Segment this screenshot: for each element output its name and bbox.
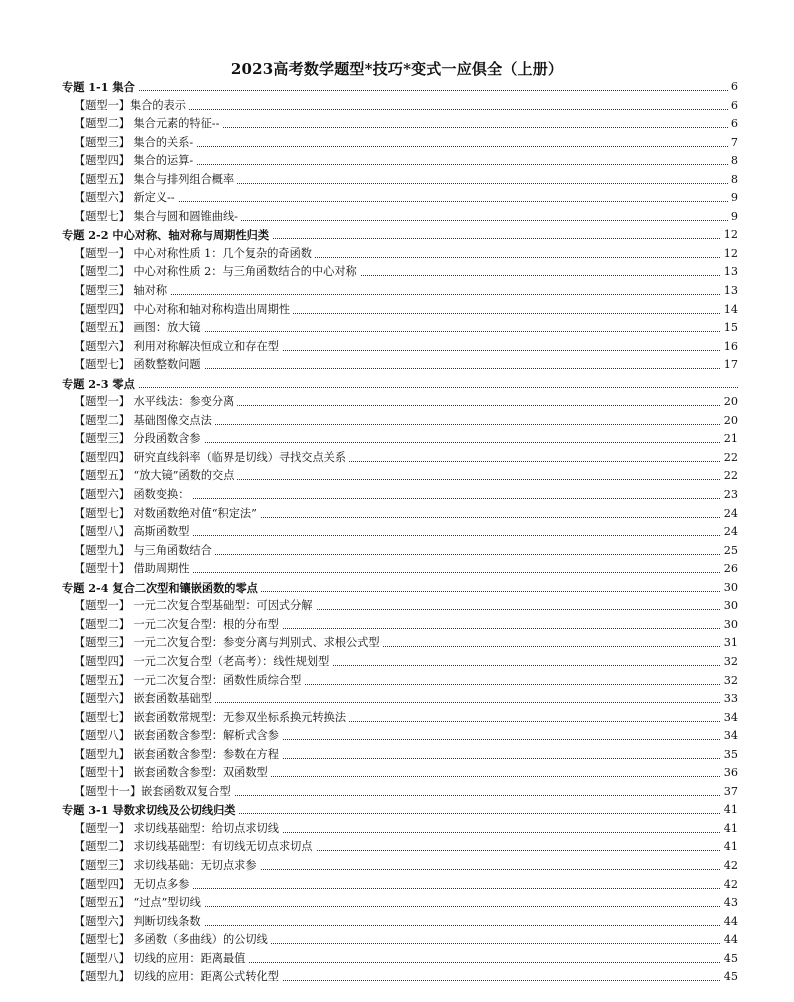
toc-page-number: 20 — [721, 412, 738, 431]
toc-entry-label: 【题型五】 集合与排列组合概率 — [74, 171, 237, 190]
toc-section[interactable] — [62, 579, 738, 598]
toc-page-number: 9 — [728, 208, 738, 227]
toc-page-number: 13 — [721, 282, 738, 301]
toc-entry-label: 【题型十】 借助周期性 — [74, 560, 192, 579]
toc-page-number: 44 — [721, 913, 738, 932]
toc-entry-label: 【题型七】 多函数（多曲线）的公切线 — [74, 931, 271, 950]
toc-entry[interactable] — [62, 653, 738, 672]
toc-page-number: 6 — [728, 78, 738, 97]
toc-entry[interactable] — [62, 764, 738, 783]
toc-entry[interactable] — [62, 115, 738, 134]
toc-entry[interactable] — [62, 727, 738, 746]
toc-entry-label: 【题型四】 一元二次复合型（老高考）：线性规划型 — [74, 653, 332, 672]
toc-entry-label: 【题型八】 切线的应用：距离最值 — [74, 950, 248, 969]
toc-section[interactable] — [62, 78, 738, 97]
toc-entry[interactable] — [62, 894, 738, 913]
toc-page-number: 14 — [721, 301, 738, 320]
toc-page-number: 8 — [728, 171, 738, 190]
toc-entry[interactable] — [62, 913, 738, 932]
toc-page-number: 6 — [728, 97, 738, 116]
toc-page-number: 31 — [721, 634, 738, 653]
toc-page-number: 41 — [721, 820, 738, 839]
toc-entry[interactable] — [62, 356, 738, 375]
toc-page-number: 17 — [721, 356, 738, 375]
toc-entry-label: 专题 1-1 集合 — [62, 78, 138, 97]
toc-page-number: 8 — [728, 152, 738, 171]
toc-entry[interactable] — [62, 486, 738, 505]
toc-page-number: 21 — [721, 430, 738, 449]
dot-leader — [62, 90, 738, 91]
toc-page-number: 7 — [728, 134, 738, 153]
toc-entry-label: 【题型五】 一元二次复合型：函数性质综合型 — [74, 672, 304, 691]
toc-page-number: 22 — [721, 467, 738, 486]
toc-entry[interactable] — [62, 876, 738, 895]
toc-entry-label: 【题型六】 函数变换： — [74, 486, 192, 505]
toc-entry[interactable] — [62, 301, 738, 320]
toc-entry-label: 【题型二】 求切线基础型：有切线无切点求切点 — [74, 838, 316, 857]
toc-section[interactable] — [62, 375, 738, 394]
toc-page-number: 34 — [721, 709, 738, 728]
toc-page-number: 34 — [721, 727, 738, 746]
document-title: 2023高考数学题型*技巧*变式一应俱全（上册） — [230, 60, 564, 78]
toc-entry[interactable] — [62, 449, 738, 468]
toc-page-number: 45 — [721, 950, 738, 969]
toc-entry[interactable] — [62, 189, 738, 208]
toc-entry-label: 专题 2-3 零点 — [62, 375, 138, 394]
toc-entry-label: 【题型六】 利用对称解决恒成立和存在型 — [74, 338, 282, 357]
toc-entry[interactable] — [62, 820, 738, 839]
toc-entry[interactable] — [62, 838, 738, 857]
toc-entry-label: 【题型七】 函数整数问题 — [74, 356, 204, 375]
toc-entry-label: 【题型三】 集合的关系- — [74, 134, 196, 153]
toc-section[interactable] — [62, 226, 738, 245]
toc-entry-label: 【题型九】 嵌套函数含参型：参数在方程 — [74, 746, 282, 765]
toc-entry-label: 【题型一】 求切线基础型：给切点求切线 — [74, 820, 282, 839]
toc-entry[interactable] — [62, 690, 738, 709]
toc-page-number: 45 — [721, 968, 738, 987]
toc-page-number: 44 — [721, 931, 738, 950]
toc-page-number: 32 — [721, 672, 738, 691]
toc-entry-label: 专题 3-1 导数求切线及公切线归类 — [62, 801, 238, 820]
toc-entry[interactable] — [62, 338, 738, 357]
toc-entry-label: 【题型七】 集合与圆和圆锥曲线- — [74, 208, 241, 227]
toc-entry-label: 【题型十】 嵌套函数含参型：双函数型 — [74, 764, 271, 783]
toc-entry[interactable] — [62, 467, 738, 486]
toc-entry-label: 【题型四】 无切点多参 — [74, 876, 192, 895]
toc-entry-label: 【题型四】 研究直线斜率（临界是切线）寻找交点关系 — [74, 449, 349, 468]
toc-entry[interactable] — [62, 208, 738, 227]
toc-page-number: 22 — [721, 449, 738, 468]
toc-entry-label: 【题型一】集合的表示 — [74, 97, 189, 116]
toc-entry-label: 【题型四】 集合的运算- — [74, 152, 196, 171]
toc-entry[interactable] — [62, 412, 738, 431]
toc-page-number: 15 — [721, 319, 738, 338]
toc-entry-label: 【题型五】 画图：放大镜 — [74, 319, 204, 338]
toc-entry[interactable] — [62, 616, 738, 635]
toc-entry-label: 【题型八】 嵌套函数含参型：解析式含参 — [74, 727, 282, 746]
toc-entry-label: 【题型二】 基础图像交点法 — [74, 412, 215, 431]
toc-entry[interactable] — [62, 152, 738, 171]
toc-entry-label: 【题型三】 分段函数含参 — [74, 430, 204, 449]
toc-page-number: 30 — [721, 579, 738, 598]
toc-entry-label: 【题型一】 水平线法：参变分离 — [74, 393, 237, 412]
toc-page-number: 43 — [721, 894, 738, 913]
toc-entry-label: 【题型五】 “过点”型切线 — [74, 894, 204, 913]
toc-page-number: 42 — [721, 857, 738, 876]
toc-page-number: 6 — [728, 115, 738, 134]
toc-page-number: 26 — [721, 560, 738, 579]
toc-page-number: 41 — [721, 838, 738, 857]
toc-entry-label: 【题型二】 中心对称性质 2：与三角函数结合的中心对称 — [74, 263, 360, 282]
toc-entry[interactable] — [62, 931, 738, 950]
toc-entry[interactable] — [62, 523, 738, 542]
toc-entry[interactable] — [62, 672, 738, 691]
toc-page-number: 23 — [721, 486, 738, 505]
toc-entry[interactable] — [62, 282, 738, 301]
toc-entry[interactable] — [62, 97, 738, 116]
toc-entry-label: 【题型六】 嵌套函数基础型 — [74, 690, 215, 709]
toc-entry-label: 【题型九】 与三角函数结合 — [74, 542, 215, 561]
toc-entry-label: 【题型七】 嵌套函数常规型：无参双坐标系换元转换法 — [74, 709, 349, 728]
toc-entry[interactable] — [62, 560, 738, 579]
toc-entry-label: 【题型一】 中心对称性质 1：几个复杂的奇函数 — [74, 245, 315, 264]
toc-page-number: 12 — [721, 226, 738, 245]
toc-entry[interactable] — [62, 857, 738, 876]
toc-entry[interactable] — [62, 542, 738, 561]
toc-entry[interactable] — [62, 950, 738, 969]
toc-section[interactable] — [62, 801, 738, 820]
toc-page-number: 37 — [721, 783, 738, 802]
dot-leader — [62, 387, 738, 388]
toc-page-number: 20 — [721, 393, 738, 412]
toc-entry[interactable] — [62, 505, 738, 524]
toc-entry[interactable] — [62, 783, 738, 802]
toc-entry[interactable] — [62, 263, 738, 282]
toc-page-number: 30 — [721, 597, 738, 616]
toc-entry-label: 【题型四】 中心对称和轴对称构造出周期性 — [74, 301, 293, 320]
toc-page-number: 36 — [721, 764, 738, 783]
toc-page-number: 32 — [721, 653, 738, 672]
toc-entry-label: 专题 2-4 复合二次型和镶嵌函数的零点 — [62, 579, 261, 598]
toc-entry-label: 【题型六】 新定义-- — [74, 189, 178, 208]
toc-entry[interactable] — [62, 430, 738, 449]
toc-entry-label: 【题型九】 切线的应用：距离公式转化型 — [74, 968, 282, 987]
toc-entry-label: 【题型七】 对数函数绝对值“积定法” — [74, 505, 260, 524]
toc-entry-label: 【题型三】 轴对称 — [74, 282, 170, 301]
toc-page-number: 13 — [721, 263, 738, 282]
toc-page-number: 41 — [721, 801, 738, 820]
toc-entry[interactable] — [62, 171, 738, 190]
toc-entry[interactable] — [62, 597, 738, 616]
dot-leader — [74, 294, 738, 295]
toc-entry[interactable] — [62, 134, 738, 153]
toc-entry-label: 【题型三】 一元二次复合型：参变分离与判别式、求根公式型 — [74, 634, 383, 653]
toc-entry[interactable] — [62, 393, 738, 412]
toc-entry-label: 专题 2-2 中心对称、轴对称与周期性归类 — [62, 226, 272, 245]
toc-entry-label: 【题型八】 高斯函数型 — [74, 523, 192, 542]
toc-entry[interactable] — [62, 709, 738, 728]
toc-page-number: 24 — [721, 523, 738, 542]
toc-page-number: 25 — [721, 542, 738, 561]
toc-entry[interactable] — [62, 319, 738, 338]
toc-entry-label: 【题型一】 一元二次复合型基础型：可因式分解 — [74, 597, 316, 616]
toc-entry-label: 【题型十一】嵌套函数双复合型 — [74, 783, 234, 802]
toc-page-number: 42 — [721, 876, 738, 895]
toc-page-number: 35 — [721, 746, 738, 765]
toc-entry-label: 【题型二】 集合元素的特征-- — [74, 115, 222, 134]
toc-page-number: 12 — [721, 245, 738, 264]
toc-entry-label: 【题型五】 “放大镜”函数的交点 — [74, 467, 237, 486]
toc-entry[interactable] — [62, 968, 738, 987]
toc-entry-label: 【题型三】 求切线基础：无切点求参 — [74, 857, 260, 876]
toc-page-number: 30 — [721, 616, 738, 635]
toc-entry[interactable] — [62, 245, 738, 264]
toc-entry[interactable] — [62, 634, 738, 653]
toc-entry-label: 【题型二】 一元二次复合型：根的分布型 — [74, 616, 282, 635]
toc-page-number: 16 — [721, 338, 738, 357]
toc-page-number: 24 — [721, 505, 738, 524]
toc-page-number: 9 — [728, 189, 738, 208]
table-of-contents — [62, 78, 738, 987]
toc-entry[interactable] — [62, 746, 738, 765]
toc-entry-label: 【题型六】 判断切线条数 — [74, 913, 204, 932]
toc-page-number: 33 — [721, 690, 738, 709]
